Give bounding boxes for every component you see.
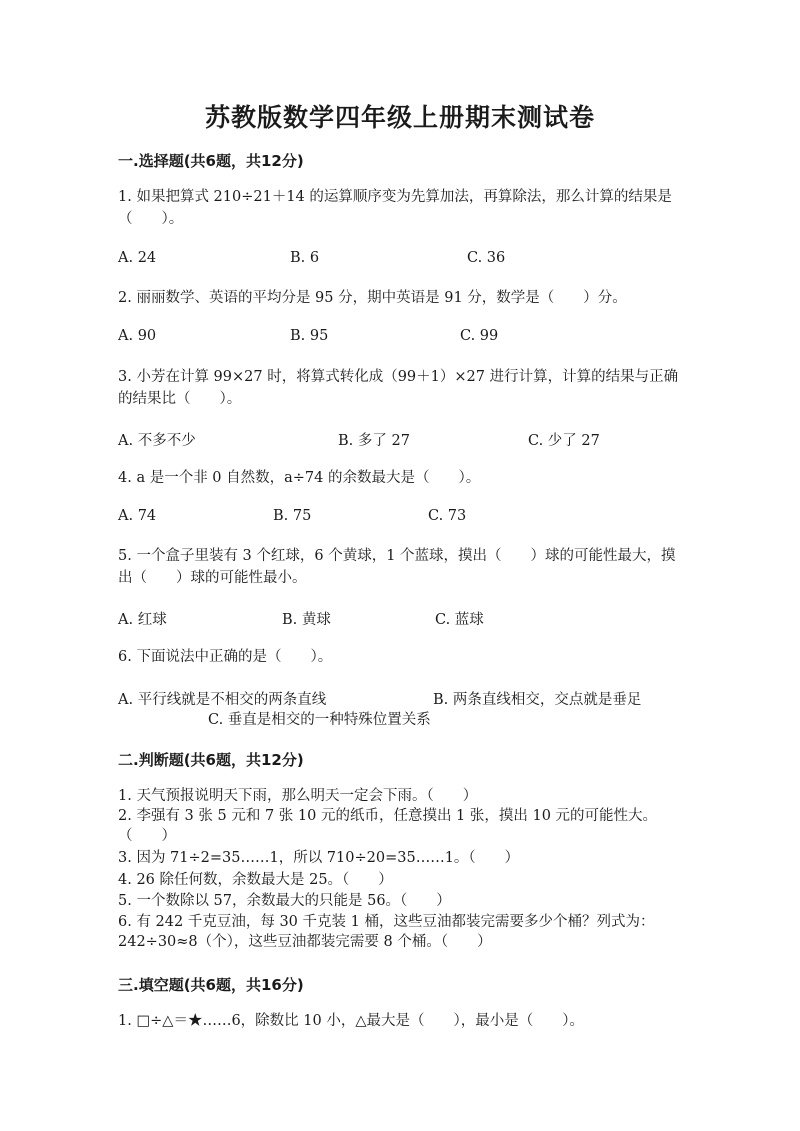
q1-option-c: C. 36 [467, 250, 506, 266]
question-6: 6. 下面说法中正确的是（ ）。 [118, 649, 333, 665]
judgement-item-2: 2. 李强有 3 张 5 元和 7 张 10 元的纸币，任意摸出 1 张，摸出 10 元的可能性大。 （ ） [118, 808, 679, 844]
section-heading-choice: 一.选择题(共6题，共12分) [118, 152, 304, 170]
q3-option-c: C. 少了 27 [528, 433, 600, 449]
question-1: 1. 如果把算式 210÷21＋14 的运算顺序变为先算加法，再算除法，那么计算的结果是（ ）。 [118, 189, 672, 227]
question-3: 3. 小芳在计算 99×27 时，将算式转化成（99＋1）×27 进行计算，计算的结果与正确的结果比（ ）。 [118, 369, 679, 407]
q5-option-a: A. 红球 [118, 612, 167, 628]
q3-option-a: A. 不多不少 [118, 433, 196, 449]
section-heading-judgement: 二.判断题(共6题，共12分) [118, 751, 304, 769]
judgement-item-3: 3. 因为 71÷2=35……1，所以 710÷20=35……1。（ ） [118, 850, 520, 866]
q2-option-b: B. 95 [290, 328, 329, 344]
q6-option-c: C. 垂直是相交的一种特殊位置关系 [208, 712, 431, 728]
judgement-item-5: 5. 一个数除以 57，余数最大的只能是 56。（ ） [118, 893, 451, 909]
q2-option-a: A. 90 [118, 328, 157, 344]
q5-option-b: B. 黄球 [282, 612, 331, 628]
q6-option-b: B. 两条直线相交，交点就是垂足 [433, 692, 642, 708]
q4-option-b: B. 75 [273, 508, 312, 524]
question-5: 5. 一个盒子里装有 3 个红球，6 个黄球，1 个蓝球，摸出（ ）球的可能性最大，摸出（ ）球的可能性最小。 [118, 548, 676, 586]
q1-option-a: A. 24 [118, 250, 157, 266]
q2-option-c: C. 99 [460, 328, 499, 344]
question-4: 4. a 是一个非 0 自然数，a÷74 的余数最大是（ ）。 [118, 470, 481, 486]
q6-option-a: A. 平行线就是不相交的两条直线 [118, 692, 327, 708]
q5-option-c: C. 蓝球 [435, 612, 484, 628]
judgement-item-4: 4. 26 除任何数，余数最大是 25。（ ） [118, 872, 393, 888]
section-heading-fill-in: 三.填空题(共6题，共16分) [118, 976, 304, 994]
q1-option-b: B. 6 [290, 250, 320, 266]
q4-option-c: C. 73 [428, 508, 467, 524]
fill-in-item-1: 1. □÷△＝★……6，除数比 10 小，△最大是（ ），最小是（ ）。 [118, 1013, 584, 1029]
question-2: 2. 丽丽数学、英语的平均分是 95 分，期中英语是 91 分，数学是（ ）分。 [118, 290, 627, 306]
judgement-item-6: 6. 有 242 千克豆油，每 30 千克装 1 桶，这些豆油都装完需要多少个桶？列式为：242÷30≈8（个），这些豆油都装完需要 8 个桶。（ ） [118, 914, 655, 950]
q3-option-b: B. 多了 27 [338, 433, 410, 449]
page-title: 苏教版数学四年级上册期末测试卷 [204, 103, 595, 132]
judgement-item-1: 1. 天气预报说明天下雨，那么明天一定会下雨。（ ） [118, 788, 478, 804]
q4-option-a: A. 74 [118, 508, 157, 524]
